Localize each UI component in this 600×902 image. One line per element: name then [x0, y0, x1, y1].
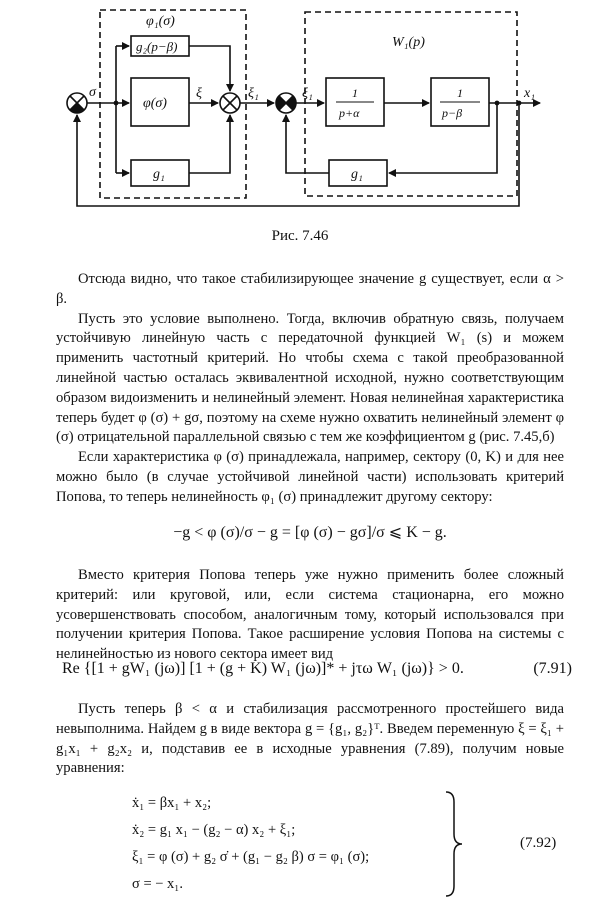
xi-label: ξ — [196, 86, 202, 101]
paragraph: Пусть теперь β < α и стабилизация рассмотренного простейшего вида невыполнима. Найдем g в виде вектора g = {g₁, g₂}ᵀ. Введем переменную ξ = ξ₁ + g₁x₁ + g₂x₂ и, подставив ее в исходные уравнения (7.89), получим новые уравнения: — [56, 701, 564, 777]
paragraph: Вместо критерия Попова теперь уже нужно применить более сложный критерий: или круговой, или, если система стационарна, его можно усовершенствовать способом, аналогичным тому, который использовался при получении критерия Попова. Такое расширение условия Попова на системы с нелинейностью из нового сектора имеет вид — [56, 567, 564, 663]
right-brace — [444, 790, 464, 898]
system-line: ξ₁ = φ (σ) + g₂ σ̇ + (g₁ − g₂ β) σ = φ₁ (σ); — [132, 849, 370, 865]
system-line: σ = − x₁. — [132, 876, 183, 892]
text-block-1 — [56, 270, 564, 508]
system-line: ẋ₂ = g₁ x₁ − (g₂ − α) x₂ + ξ₁; — [132, 822, 296, 838]
equation-number: (7.91) — [533, 660, 572, 677]
tf2-num: 1 — [457, 86, 463, 100]
text-block-3 — [56, 700, 564, 779]
g1-right-label: g₁ — [351, 167, 363, 182]
paragraph: Отсюда видно, что такое стабилизирующее значение g существует, если α > β. — [56, 271, 564, 307]
paragraph: Пусть это условие выполнено. Тогда, включив обратную связь, получаем устойчивую линейную часть с передаточной функцией W₁ (s) и можем применить частотный критерий. Но чтобы схема с такой преобразованной линейной частью осталась эквивалентной исходной, нужно соответствующим образом видоизменить и нелинейный элемент. Новая нелинейная характеристика теперь будет φ (σ) + gσ, поэтому на схеме нужно охватить нелинейный элемент φ (σ) отрицательной параллельной связью с тем же коэффициентом g (рис. 7.45,б) — [56, 310, 564, 446]
tf1-den: p+α — [339, 106, 360, 120]
system-7-92 — [132, 790, 369, 898]
text-block-2 — [56, 566, 564, 665]
sigma-label: σ — [89, 85, 96, 100]
equation-7-91 — [62, 660, 572, 678]
equation-number-7-92: (7.92) — [520, 835, 557, 851]
g1-left-label: g₁ — [153, 167, 165, 182]
figure-caption: Рис. 7.46 — [271, 228, 329, 244]
xi1-label-b: ξ₁ — [302, 86, 313, 101]
w1-label: W₁(p) — [392, 35, 425, 50]
g2-label: g₂(p−β) — [136, 39, 178, 54]
x1-label: x₁ — [524, 86, 536, 101]
paragraph: Если характеристика φ (σ) принадлежала, например, сектору (0, K) и для нее можно было (в случае устойчивой линейной части) использовать критерий Попова, то теперь нелинейность φ₁ (σ) принадлежит другому сектору: — [56, 449, 564, 505]
sector-formula: −g < φ (σ)/σ − g = [φ (σ) − gσ]/σ ⩽ K − g. — [173, 524, 447, 541]
block-diagram — [0, 0, 600, 225]
xi1-label-a: ξ₁ — [248, 86, 259, 101]
tf1-num: 1 — [352, 86, 358, 100]
tf2-den: p−β — [442, 106, 463, 120]
phi1-label: φ₁(σ) — [146, 14, 175, 29]
system-line: ẋ₁ = βx₁ + x₂; — [132, 795, 212, 811]
phi-label: φ(σ) — [143, 96, 167, 111]
equation-text: Re {[1 + gW₁ (jω)] [1 + (g + K) W₁ (jω)]* + jτω W₁ (jω)} > 0. — [62, 660, 464, 677]
